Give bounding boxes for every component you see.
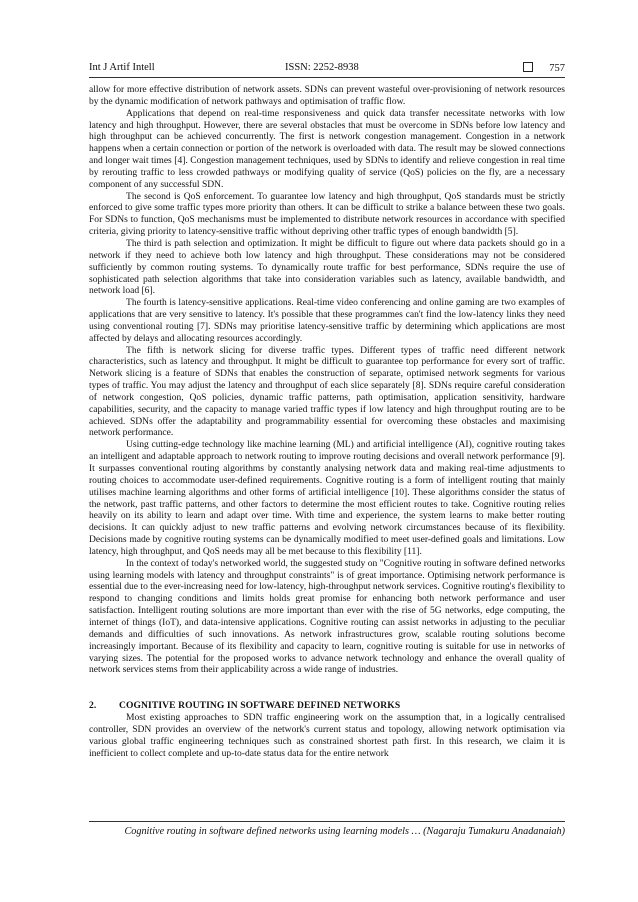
header-rule — [89, 77, 565, 78]
page-header — [89, 62, 565, 76]
paragraph: The fifth is network slicing for diverse traffic types. Different types of traffic need different network characteristics, such as latency and throughput. It might be difficult to guarantee top performance for every sort of traffic. Network slicing is a feature of SDNs that enables the construction of separate, optimised network segments for various types of traffic. You may adjust the latency and throughput of each slice separately [8]. SDNs require careful consideration of network congestion, QoS policies, dynamic traffic patterns, path optimisation, application sensitivity, hardware capabilities, security, and the capacity to manage varied traffic types if low latency and high throughput routing are to be achieved. SDNs offer the adaptability and programmability essential for overcoming these obstacles and maximising network performance. — [89, 344, 565, 439]
paragraph: In the context of today's networked world, the suggested study on "Cognitive routing in software defined networks using learning models with latency and throughput constraints" is of great importance. Optimising network performance is essential due to the ever-increasing need for low-latency, high-throughput network services. Cognitive routing's flexibility to respond to changing conditions and limits holds great promise for enhancing both network performance and user satisfaction. Intelligent routing solutions are more important than ever with the rise of 5G networks, edge computing, the internet of things (IoT), and data-intensive applications. Cognitive routing can assist networks in adjusting to the peculiar demands and difficulties of such innovations. As network infrastructures grow, scalable routing solutions become increasingly important. Because of its flexibility and capacity to learn, cognitive routing is suitable for use in networks of varying sizes. The potential for the proposed works to advance network technology and enhance the overall quality of network services stems from their applicability across a wide range of industries. — [89, 557, 566, 676]
paragraph: Most existing approaches to SDN traffic engineering work on the assumption that, in a logically centralised controller, SDN provides an overview of the network's current status and topology, allowing network optimisation via various global traffic engineering techniques such as constrained shortest path first. In this research, we claim it is inefficient to collect complete and up-to-date status data for the entire network — [89, 712, 565, 759]
section-heading — [89, 690, 565, 712]
journal-name: Int J Artif Intell — [89, 62, 155, 73]
issn: ISSN: 2252-8938 — [285, 62, 359, 73]
paragraph: The third is path selection and optimization. It might be difficult to figure out where data packets should go in a network if they need to achieve both low latency and high throughput. These considerations may not be considered sufficiently by common routing systems. To dynamically route traffic for best performance, SDNs require the use of sophisticated path selection algorithms that take into consideration variables such as latency, available bandwidth, and network load [6]. — [89, 237, 565, 297]
footer-rule — [89, 821, 565, 822]
paragraph: allow for more effective distribution of network assets. SDNs can prevent wasteful over-provisioning of network resources by the dynamic modification of network pathways and optimisation of traffic flow. — [89, 84, 565, 107]
section-number: 2. — [89, 700, 97, 712]
paragraph: The second is QoS enforcement. To guarantee low latency and high throughput, QoS standards must be strictly enforced to give some traffic types more priority than others. It can be difficult to strike a balance between these two goals. For SDNs to function, QoS mechanisms must be implemented to distribute network resources in accordance with specified criteria, giving priority to latency-sensitive traffic without depriving other traffic types of enough bandwidth [5]. — [89, 190, 565, 238]
section-title: COGNITIVE ROUTING IN SOFTWARE DEFINED NETWORKS — [119, 700, 401, 712]
page-number-wrap — [523, 62, 565, 74]
body-text — [89, 84, 565, 759]
paragraph: Using cutting-edge technology like machine learning (ML) and artificial intelligence (AI), cognitive routing takes an intelligent and adaptable approach to network routing to improve routing decisions and overall network performance [9]. It surpasses conventional routing algorithms by constantly analysing network data and making real-time adjustments to routing choices to accommodate user-defined requirements. Cognitive routing is a form of intelligent routing that mainly utilises machine learning algorithms and other forms of artificial intelligence [10]. These algorithms consider the status of the network, past traffic patterns, and other factors to determine the most efficient routes to take. Cognitive routing relies heavily on its ability to learn and adapt over time. With time and experience, the system learns to make better routing decisions. It can quickly adjust to new traffic patterns and evolving network circumstances because of its flexibility. Decisions made by cognitive routing systems can be dynamically modified to meet user-defined goals and limitations. Low latency, high throughput, and QoS needs may all be met because to this flexibility [11]. — [89, 439, 565, 557]
paragraph: Applications that depend on real-time responsiveness and quick data transfer necessitate networks with low latency and high throughput. However, there are several obstacles that must be overcome in SDNs before low latency and high throughput can be achieved concurrently. The first is network congestion management. Congestion in a network happens when a certain connection or portion of the network is overloaded with data. The result may be slowed connections and longer wait times [4]. Congestion management techniques, used by SDNs to identify and relieve congestion in real time by rerouting traffic to less crowded pathways or modifying quality of service (QoS) policies on the fly, are a necessary component of any successful SDN. — [89, 107, 565, 190]
checkbox-square-icon — [523, 62, 533, 72]
running-footer: Cognitive routing in software defined networks using learning models … (Nagaraju Tumakuru Anadanaiah) — [124, 826, 565, 837]
page-number: 757 — [549, 63, 565, 74]
paragraph: The fourth is latency-sensitive applications. Real-time video conferencing and online gaming are two examples of applications that are very sensitive to latency. It's possible that these programmes can't find the low-latency links they need using conventional routing [7]. SDNs may prioritise latency-sensitive traffic by determining which applications are most affected by delays and allocating resources accordingly. — [89, 297, 565, 344]
